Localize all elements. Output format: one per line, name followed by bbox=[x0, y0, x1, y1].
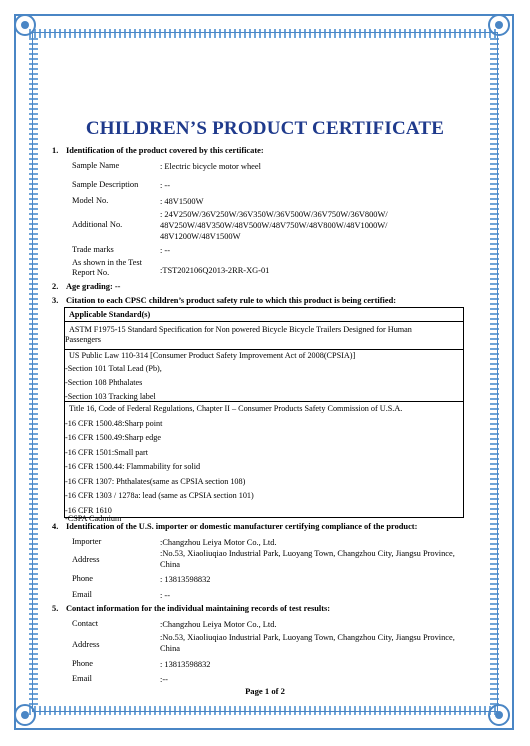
corner-ornament-icon bbox=[10, 700, 40, 730]
table-row: Title 16, Code of Federal Regulations, Chapter II – Consumer Products Safety Commission of U.S.A. -16 CFR 1500.48:Sharp point -16 CFR 1500.49:Sharp edge -16 CFR 1501:Small part -16 CFR 1500.44: Flammability for solid -16 CFR 1307: Phthalates(same as CPSIA section 108) -16 CFR 1303 / 1278a: lead (same as CPSIA section 101) -16 CFR 1610 -CSPA Cadmium bbox=[65, 401, 463, 519]
page-title: CHILDREN’S PRODUCT CERTIFICATE bbox=[85, 118, 445, 139]
section-2-heading: 2. Age grading: -- bbox=[52, 282, 121, 291]
corner-ornament-icon bbox=[484, 10, 514, 40]
certificate-page: CHILDREN’S PRODUCT CERTIFICATE 1. Identification of the product covered by this certificate: Sample Name : Electric bicycle motor wheel Sample Description : -- Model No. : 48V1500W Additional No. : 24V250W/36V250W/36V350W/36V500W/36V750W/36V800W/ 48V250W/48V350W/48V500W/48V750W/48V800W/48V1000W/ 48V1200W/48V1500W Trade marks : -- As shown in the Test Report No. :TST202106Q2013-2RR-XG-01 2. Age grading: -- 3. Citation to each CPSC children’s product safety rule to which this product is being certified: Applicable Standard(s) ASTM F1975-15 Standard Specification for Non powered Bicycle Bicycle Trailers Designed for Human Passengers US Public Law 110-314 [Consumer Product Safety Improvement Act of 2008(CPSIA)] -Section 101 Total Lead (Pb), -Section 108 Phthalates -Section 103 Tracking label Title 16, Code of Federal Regulations, Chapter II – Consumer Products Safety Commission of U.S.A. -16 CFR 1500.48:Sharp point -16 CFR 1500.49:Sharp edge -16 CFR 1501:Small part -16 CFR 1500.44: Flammability for solid -16 CFR 1307: Phthalates(same as CPSIA section 108) -16 CFR 1303 / 1278a: lead (same as CPSIA section 101) -16 CFR 1610 -CSPA Cadmium 4. Identification of the U.S. importer or domestic manufacturer certifying compliance of the product: Importer :Changzhou Leiya Motor Co., Ltd. Address :No.53, Xiaoliuqiao Industrial Park, Luoyang Town, Changzhou City, Jiangsu Province, China Phone : 13813598832 Email : -- 5. Contact information for the individual maintaining records of test results: Contact :Changzhou Leiya Motor Co., Ltd. Address :No.53, Xiaoliuqiao Industrial Park, Luoyang Town, Changzhou City, Jiangsu Province, China Phone : 13813598832 Email :-- Page 1 of 2 bbox=[0, 0, 530, 746]
table-row: US Public Law 110-314 [Consumer Product Safety Improvement Act of 2008(CPSIA)] -Section 101 Total Lead (Pb), -Section 108 Phthalates -Section 103 Tracking label bbox=[65, 349, 463, 401]
table-header: Applicable Standard(s) bbox=[69, 310, 151, 319]
corner-ornament-icon bbox=[484, 700, 514, 730]
table-row: ASTM F1975-15 Standard Specification for Non powered Bicycle Bicycle Trailers Designed for Human Passengers bbox=[65, 321, 463, 349]
corner-ornament-icon bbox=[10, 10, 40, 40]
section-5-heading: 5. Contact information for the individual maintaining records of test results: bbox=[52, 604, 331, 613]
section-4-heading: 4. Identification of the U.S. importer or domestic manufacturer certifying compliance of the product: bbox=[52, 522, 418, 531]
standards-table bbox=[64, 307, 464, 523]
section-1-heading: 1. Identification of the product covered by this certificate: bbox=[52, 146, 264, 155]
section-3-heading: 3. Citation to each CPSC children’s product safety rule to which this product is being certified: bbox=[52, 296, 397, 305]
page-number: Page 1 of 2 bbox=[245, 686, 285, 696]
